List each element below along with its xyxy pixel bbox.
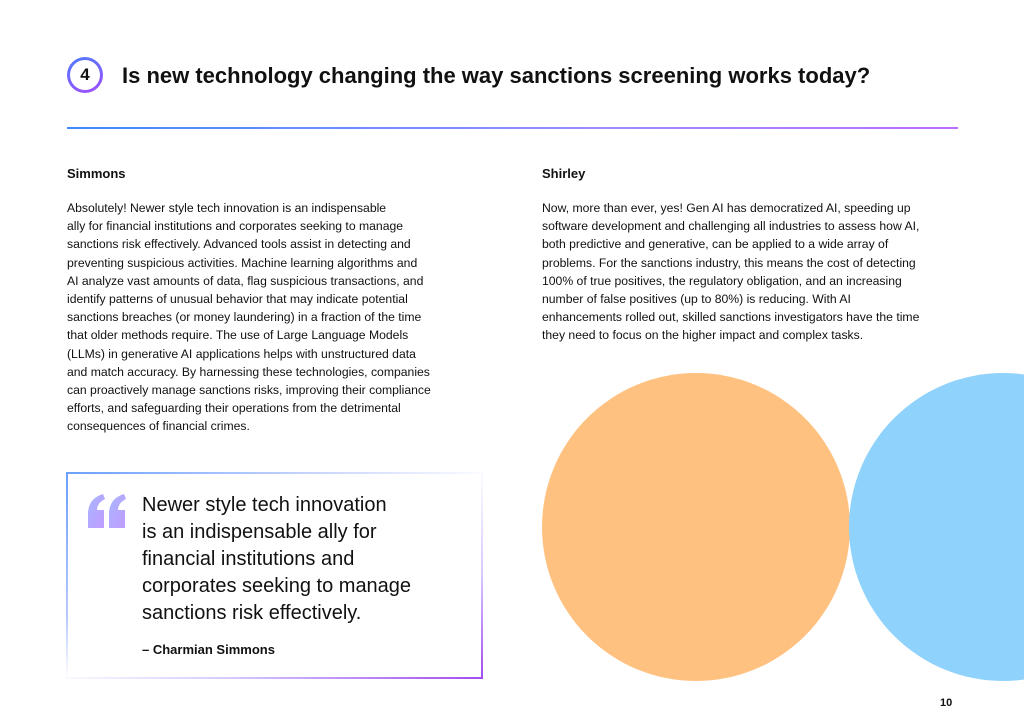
quote-border-right bbox=[481, 472, 483, 679]
quote-border-top bbox=[66, 472, 483, 474]
answer-text-shirley: Now, more than ever, yes! Gen AI has democratized AI, speeding up software development and challenging all industries to assess how AI, both predictive and generative, can be applied to a wide array of problems. For the sanctions industry, this means the cost of detecting 100% of true positives, the regulatory obligation, and an increasing number of false positives (up to 80%) is reducing. With AI enhancements rolled out, skilled sanctions investigators have the time they need to focus on the higher impact and complex tasks. bbox=[542, 201, 920, 343]
page-title: Is new technology changing the way sanctions screening works today? bbox=[122, 63, 871, 88]
quote-border-bottom bbox=[66, 677, 483, 679]
decorative-blue-circle bbox=[849, 373, 1024, 681]
page-number: 10 bbox=[940, 697, 953, 709]
pull-quote-author: – Charmian Simmons bbox=[142, 642, 275, 657]
section-number-badge bbox=[67, 57, 103, 93]
quote-mark-icon bbox=[86, 494, 128, 528]
decorative-orange-circle bbox=[542, 373, 850, 681]
title-divider bbox=[67, 127, 958, 129]
speaker-name-shirley: Shirley bbox=[542, 166, 586, 181]
speaker-name-simmons: Simmons bbox=[67, 166, 126, 181]
section-number: 4 bbox=[80, 65, 90, 84]
quote-border-left bbox=[66, 472, 68, 679]
answer-text-simmons: Absolutely! Newer style tech innovation is an indispensable ally for financial institutions and corporates seeking to manage sanctions risk effectively. Advanced tools assist in detecting and preventing suspicious activities. Machine learning algorithms and AI analyze vast amounts of data, flag suspicious transactions, and identify patterns of unusual behavior that may indicate potential sanctions breaches (or money laundering) in a fraction of the time that older methods require. The use of Large Language Models (LLMs) in generative AI applications helps with unstructured data and match accuracy. By harnessing these technologies, companies can proactively manage sanctions risks, improving their compliance efforts, and safeguarding their operations from the detrimental consequences of financial crimes. bbox=[67, 201, 431, 434]
simmons-answer bbox=[67, 166, 477, 436]
shirley-answer bbox=[542, 166, 962, 345]
pull-quote-text: Newer style tech innovation is an indispensable ally for financial institutions and corporates seeking to manage sanctions risk effectively. bbox=[142, 494, 412, 624]
